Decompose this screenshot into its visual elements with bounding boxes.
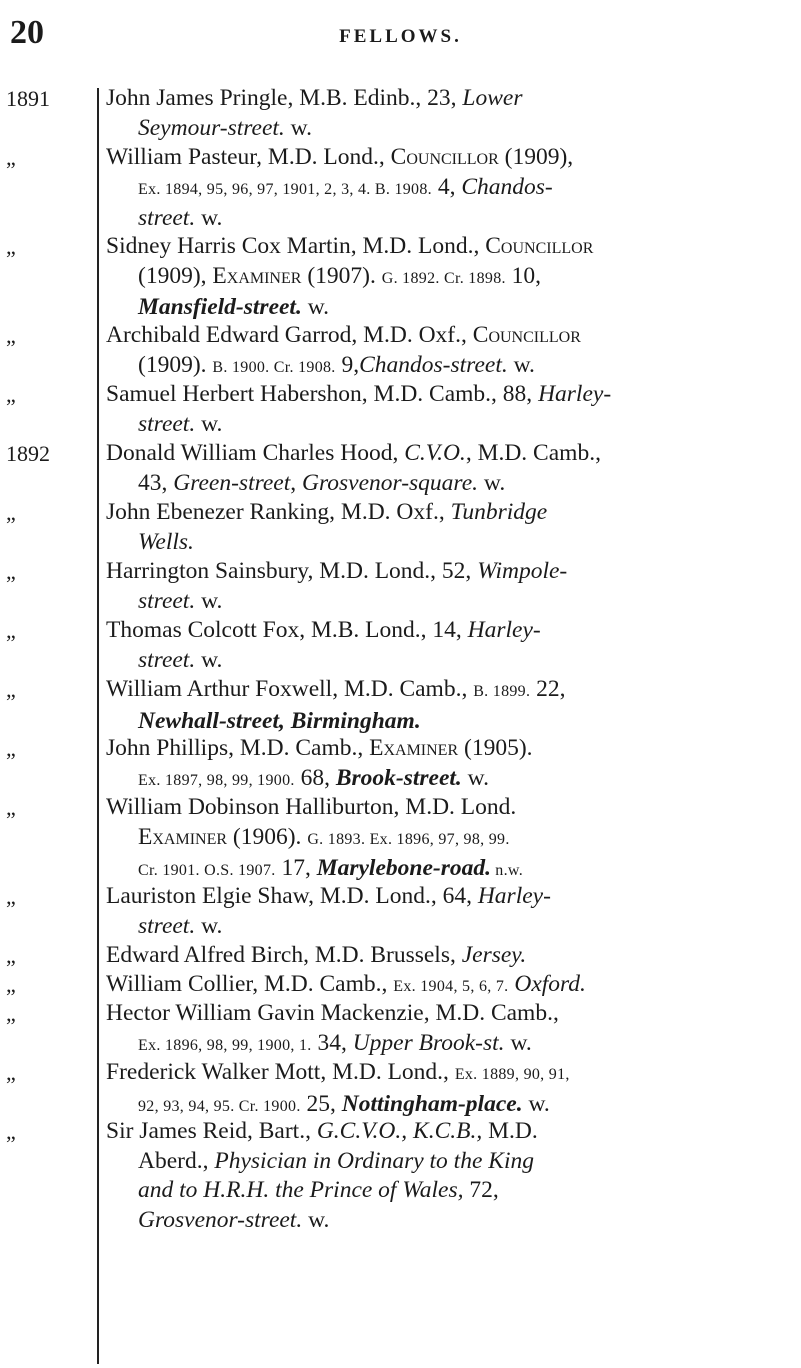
entry-text: William Arthur Foxwell, M.D. Camb., B. 1899. 22, Newhall-street, Birmingham. bbox=[106, 676, 566, 734]
entry-year: „ bbox=[6, 795, 16, 820]
entry-year: „ bbox=[6, 382, 16, 407]
entry-year: „ bbox=[6, 559, 16, 584]
entry-text: John Phillips, M.D. Camb., Examiner (1905). Ex. 1897, 98, 99, 1900. 68, Brook-street. w. bbox=[106, 735, 533, 791]
entry-text: John James Pringle, M.B. Edinb., 23, Lower Seymour-street. w. bbox=[106, 85, 523, 141]
entry-year: „ bbox=[6, 677, 16, 702]
entry-text: William Pasteur, M.D. Lond., Councillor (1909), Ex. 1894, 95, 96, 97, 1901, 2, 3, 4. B. 1908. 4, Chandos- street. w. bbox=[106, 144, 574, 231]
entry-text: Archibald Edward Garrod, M.D. Oxf., Councillor (1909). B. 1900. Cr. 1908. 9,Chandos-street. w. bbox=[106, 322, 581, 378]
page-number: 20 bbox=[10, 14, 44, 51]
entry-text: Hector William Gavin Mackenzie, M.D. Camb., Ex. 1896, 98, 99, 1900, 1. 34, Upper Brook-st. w. bbox=[106, 1000, 559, 1056]
running-title: FELLOWS. bbox=[339, 26, 462, 47]
entry-year: 1892 bbox=[6, 441, 50, 466]
entry-text: John Ebenezer Ranking, M.D. Oxf., Tunbridge Wells. bbox=[106, 499, 548, 555]
entry-text: Sidney Harris Cox Martin, M.D. Lond., Councillor (1909), Examiner (1907). G. 1892. Cr. 1898. 10, Mansfield-street. w. bbox=[106, 233, 594, 320]
entry-text: Harrington Sainsbury, M.D. Lond., 52, Wimpole- street. w. bbox=[106, 558, 568, 614]
entry-year: „ bbox=[6, 972, 16, 997]
entry-year: „ bbox=[6, 1060, 16, 1085]
entry-text: Thomas Colcott Fox, M.B. Lond., 14, Harley- street. w. bbox=[106, 617, 541, 673]
entry-text: Samuel Herbert Habershon, M.D. Camb., 88, Harley- street. w. bbox=[106, 381, 612, 437]
entry-year: 1891 bbox=[6, 86, 50, 111]
column-rule bbox=[97, 88, 99, 1364]
entry-year: „ bbox=[6, 1119, 16, 1144]
entry-text: William Dobinson Halliburton, M.D. Lond. Examiner (1906). G. 1893. Ex. 1896, 97, 98, 99. Cr. 1901. O.S. 1907. 17, Marylebone-road. n.w. bbox=[106, 794, 523, 881]
entry-text: Frederick Walker Mott, M.D. Lond., Ex. 1889, 90, 91, 92, 93, 94, 95. Cr. 1900. 25, Nottingham-place. w. bbox=[106, 1059, 570, 1117]
entry-year: „ bbox=[6, 884, 16, 909]
entry-year: „ bbox=[6, 943, 16, 968]
entry-year: „ bbox=[6, 323, 16, 348]
entry-text: Sir James Reid, Bart., G.C.V.O., K.C.B., M.D. Aberd., Physician in Ordinary to the King and to H.R.H. the Prince of Wales, 72, Grosvenor-street. w. bbox=[106, 1118, 538, 1233]
entry-text: Edward Alfred Birch, M.D. Brussels, Jersey. bbox=[106, 942, 527, 968]
entry-text: William Collier, M.D. Camb., Ex. 1904, 5, 6, 7. Oxford. bbox=[106, 971, 586, 997]
entry-text: Donald William Charles Hood, C.V.O., M.D. Camb., 43, Green-street, Grosvenor-square. w. bbox=[106, 440, 601, 496]
entry-year: „ bbox=[6, 618, 16, 643]
entry-year: „ bbox=[6, 1001, 16, 1026]
entry-text: Lauriston Elgie Shaw, M.D. Lond., 64, Harley- street. w. bbox=[106, 883, 551, 939]
entry-year: „ bbox=[6, 500, 16, 525]
entry-year: „ bbox=[6, 234, 16, 259]
entry-year: „ bbox=[6, 145, 16, 170]
page-header bbox=[0, 0, 801, 80]
entry-year: „ bbox=[6, 736, 16, 761]
